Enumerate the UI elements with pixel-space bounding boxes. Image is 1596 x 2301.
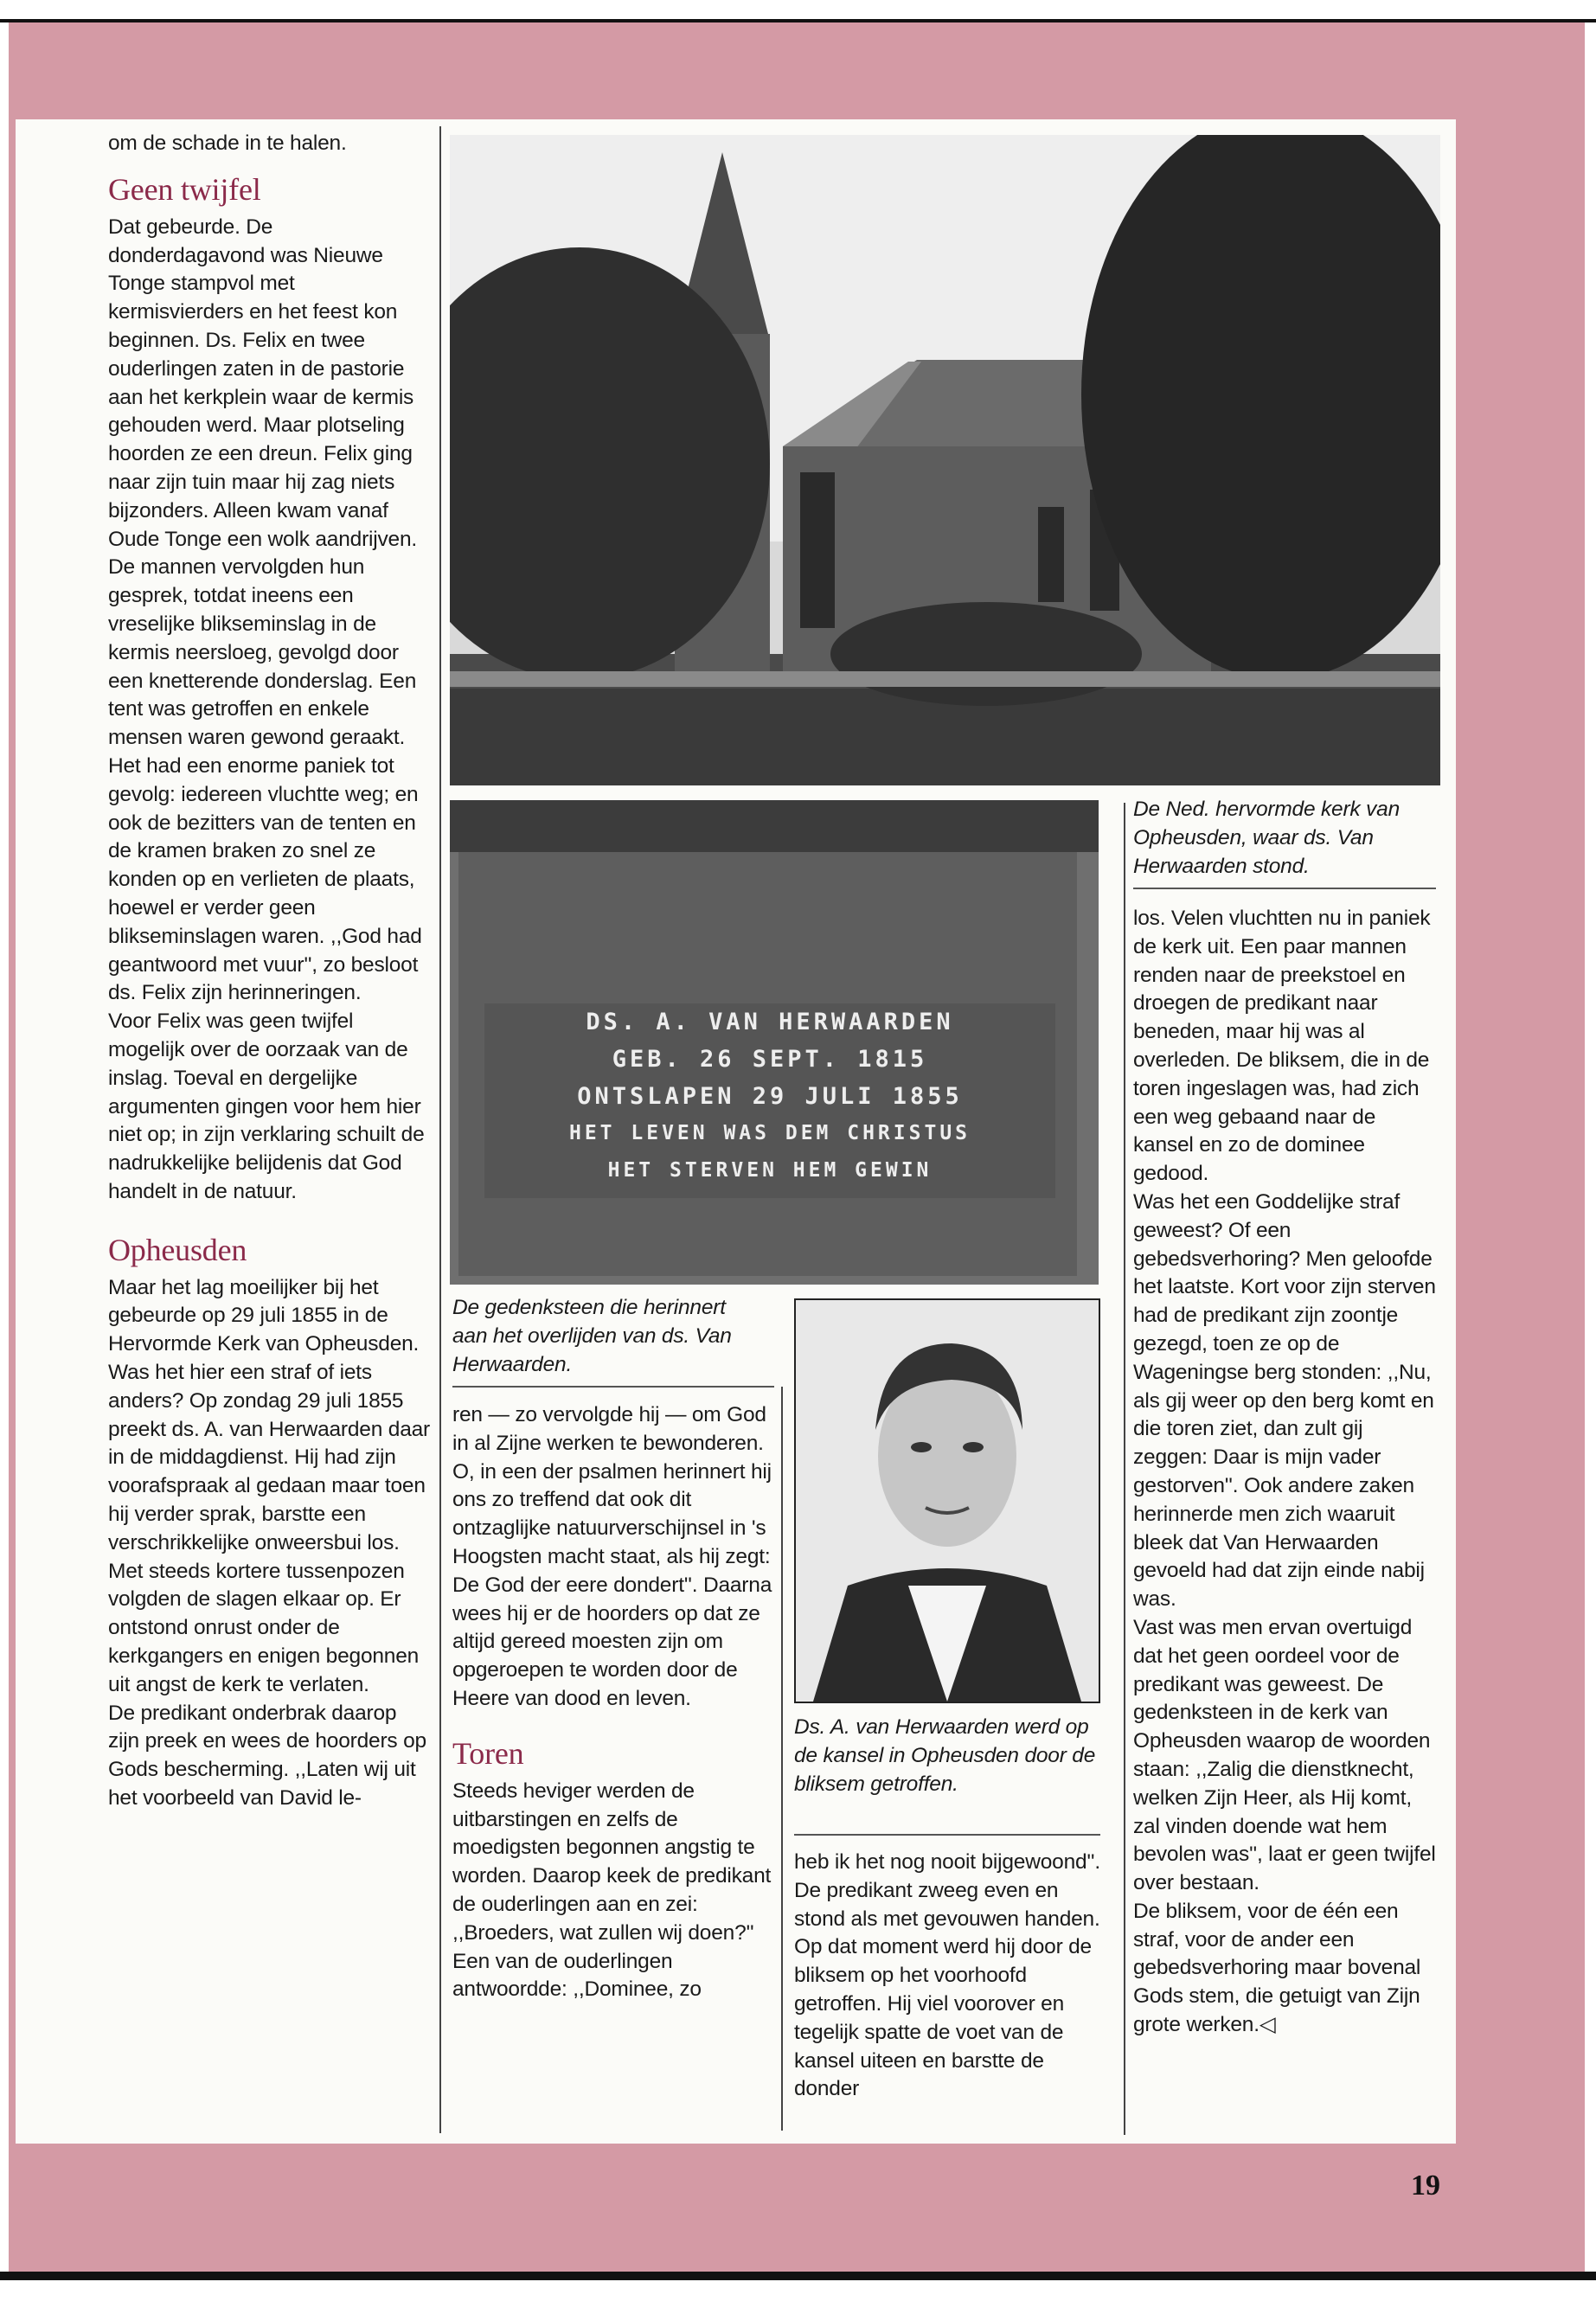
portrait-photo [794,1298,1100,1703]
paragraph: Vast was men ervan overtuigd dat het geen oordeel voor de predikant was geweest. De gedenksteen in de kerk van Opheusden waarop de woorden staan: ,,Zalig die dienstknecht, welken Zijn Heer, als Hij komt, zal vinden doende wat hem bevolen was'', laat er geen twijfel over bestaan. [1133,1615,1436,1895]
paragraph: Voor Felix was geen twijfel mogelijk over de oorzaak van de inslag. Toeval en dergelijke argumenten gingen voor hem hier niet op; in zijn verklaring schuilt de nadrukkelijke belijdenis dat God handelt in de natuur. [108,1009,425,1203]
memorial-stone-photo [450,800,1099,1285]
column-4 [1133,905,1440,2040]
article-page [16,119,1456,2144]
bottom-rule [0,2272,1596,2280]
paragraph [1133,1898,1440,2040]
column-3 [794,1849,1114,2104]
paragraph-text: De bliksem, voor de één een straf, voor de ander een gebedsverhoring maar bovenal Gods stem, die getuigt van Zijn grote werken. [1133,1899,1421,2037]
caption-rule [452,1386,774,1388]
church-photo-caption: De Ned. hervormde kerk van Opheusden, waar ds. Van Herwaarden stond. [1133,798,1400,878]
inscription-line: ONTSLAPEN 29 JULI 1855 [577,1083,963,1110]
memorial-stone-caption: De gedenksteen die herinnert aan het overlijden van ds. Van Herwaarden. [452,1296,732,1376]
inscription-line: DS. A. VAN HERWAARDEN [586,1009,954,1035]
column-divider [1124,803,1125,2135]
paragraph: Dat gebeurde. De donderdagavond was Nieuwe Tonge stampvol met kermisvierders en het feest kon beginnen. Ds. Felix en twee ouderlingen zaten in de pastorie aan het kerkplein waar de kermis gehouden werd. Maar plotseling hoorden ze een dreun. Felix ging naar zijn tuin maar hij zag niets bijzonders. Alleen kwam vanaf Oude Tonge een wolk aandrijven. De mannen vervolgden hun gesprek, totdat ineens een vreselijke blikseminslag in de kermis neersloeg, gevolgd door een knetterende donderslag. Een tent was getroffen en enkele mensen waren gewond geraakt. [108,215,418,750]
column-divider [439,126,441,2133]
column-2 [452,1401,772,2004]
paragraph: Was het een Goddelijke straf geweest? Of een gebedsverhoring? Men geloofde het laatste. Kort voor zijn sterven had de predikant zijn zoontje gezegd, toen ze op de Wageningse berg stonden: ,,Nu, als gij weer op den berg komt en die toren ziet, dan zult gij zeggen: Daar is mijn vader gestorven''. Ook andere zaken herinnerde men zich waaruit bleek dat Van Herwaarden gevoeld had dat zijn einde nabij was. [1133,1189,1436,1612]
paragraph: los. Velen vluchtten nu in paniek de kerk uit. Een paar mannen renden naar de preekstoel en droegen de predikant naar beneden, maar hij was al overleden. De bliksem, die in de toren ingeslagen was, had zich een weg gebaand naar de kansel en zo de dominee gedood. [1133,907,1431,1186]
column-divider [781,1387,783,2131]
column-1 [108,130,430,1813]
paragraph: Maar het lag moeilijker bij het gebeurde op 29 juli 1855 in de Hervormde Kerk van Opheusden. Was het hier een straf of iets anders? Op zondag 29 juli 1855 preekt ds. A. van Herwaarden daar in de middagdienst. Hij had zijn voorafspraak al gedaan maar toen hij verder sprak, barstte een verschrikkelijke onweersbui los. Met steeds kortere tussenpozen volgden de slagen elkaar op. Er ontstond onrust onder de kerkgangers en enigen begonnen uit angst de kerk te verlaten. [108,1275,431,1696]
intro-line: om de schade in te halen. [108,131,347,155]
paragraph: De predikant onderbrak daarop zijn preek en wees de hoorders op Gods bescherming. ,,Laten wij uit het voorbeeld van David le- [108,1701,426,1811]
page-number: 19 [1411,2170,1440,2202]
paragraph: ren — zo vervolgde hij — om God in al Zijne werken te bewonderen. O, in een der psalmen herinnert hij ons zo treffend dat ook dit ontzaglijke natuurverschijnsel in 's Hoogsten macht staat, als hij zegt: De God der eere dondert''. Daarna wees hij er de hoorders op dat ze altijd gereed moesten zijn om opgeroepen te worden door de Heere van dood en leven. [452,1403,772,1710]
heading-opheusden: Opheusden [108,1232,247,1267]
paragraph: De predikant zweeg even en stond als met gevouwen handen. Op dat moment werd hij door de bliksem op het voorhoofd getroffen. Hij viel voorover en tegelijk spatte de voet van de kansel uiteen en barstte de donder [794,1878,1100,2101]
stone-inscription [484,1003,1055,1189]
inscription-line: HET LEVEN WAS DEM CHRISTUS [568,1122,971,1144]
heading-geen-twijfel: Geen twijfel [108,171,261,207]
church-photo [450,135,1440,785]
caption-rule [1133,888,1436,889]
end-mark-icon: ◁ [1259,2013,1276,2037]
inscription-line: GEB. 26 SEPT. 1815 [612,1046,928,1073]
caption-rule [794,1834,1100,1836]
paragraph: heb ik het nog nooit bijgewoond''. [794,1850,1100,1874]
paragraph: Het had een enorme paniek tot gevolg: iedereen vluchtte weg; en ook de bezitters van de tenten en de kramen braken zo snel ze konden op en verlieten de plaats, hoewel er verder geen blikseminslagen waren. ,,God had geantwoord met vuur'', zo besloot ds. Felix zijn herinneringen. [108,753,422,1005]
portrait-caption: Ds. A. van Herwaarden werd op de kansel in Opheusden door de bliksem getroffen. [794,1715,1096,1796]
heading-toren: Toren [452,1735,524,1771]
paragraph: Steeds heviger werden de uitbarstingen en zelfs de moedigsten begonnen angstig te worden. Daarop keek de predikant de ouderlingen aan en zei: ,,Broeders, wat zullen wij doen?'' Een van de ouderlingen antwoordde: ,,Dominee, zo [452,1779,772,2002]
inscription-line: HET STERVEN HEM GEWIN [607,1159,933,1182]
